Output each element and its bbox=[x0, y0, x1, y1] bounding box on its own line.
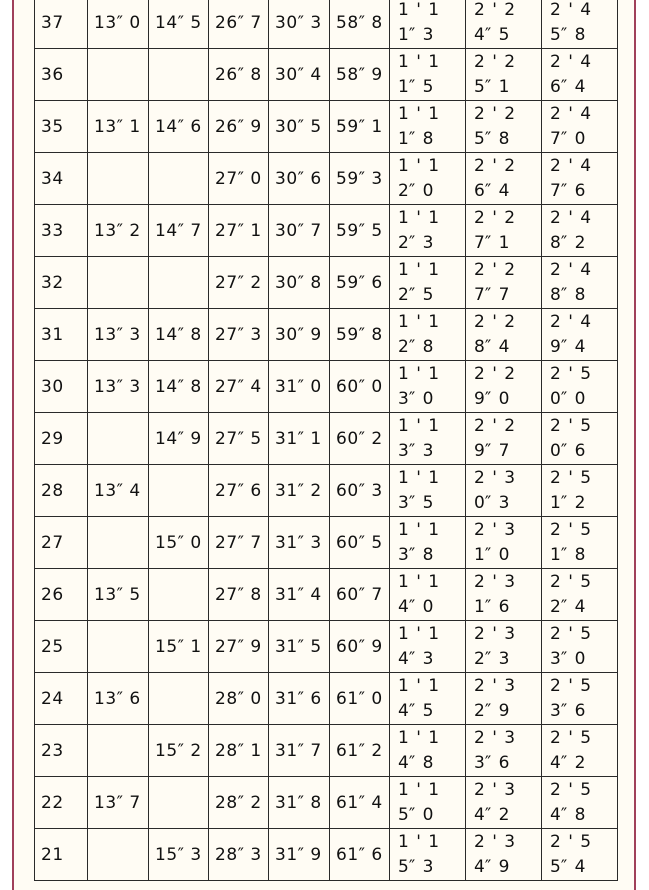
col-h-cell bbox=[542, 361, 618, 413]
col-h-cell bbox=[542, 413, 618, 465]
cell-line-bottom: 4″ 3 bbox=[398, 648, 434, 669]
cell-line-top: 2 ' 2 bbox=[474, 207, 516, 228]
row-number-cell: 25 bbox=[35, 621, 88, 673]
col-a-cell: 13″ 0 bbox=[88, 0, 149, 49]
col-a-cell bbox=[88, 413, 149, 465]
col-c-cell: 28″ 1 bbox=[209, 725, 269, 777]
cell-line-top: 2 ' 4 bbox=[550, 103, 592, 124]
cell-line-bottom: 4″ 2 bbox=[550, 752, 586, 773]
cell-line-bottom: 2″ 0 bbox=[398, 180, 434, 201]
col-d-cell: 30″ 8 bbox=[269, 257, 330, 309]
col-h-cell bbox=[542, 153, 618, 205]
col-h-cell bbox=[542, 777, 618, 829]
cell-line-bottom: 4″ 5 bbox=[474, 24, 510, 45]
col-c-cell: 27″ 6 bbox=[209, 465, 269, 517]
cell-line-top: 2 ' 2 bbox=[474, 0, 516, 20]
col-g-cell bbox=[466, 465, 542, 517]
col-a-cell bbox=[88, 257, 149, 309]
col-h-cell bbox=[542, 621, 618, 673]
cell-line-bottom: 0″ 0 bbox=[550, 388, 586, 409]
col-f-cell bbox=[390, 465, 466, 517]
col-b-cell: 14″ 7 bbox=[149, 205, 209, 257]
cell-line-top: 1 ' 1 bbox=[398, 623, 440, 644]
col-e-cell: 61″ 4 bbox=[330, 777, 390, 829]
col-g-cell bbox=[466, 0, 542, 49]
col-a-cell: 13″ 2 bbox=[88, 205, 149, 257]
cell-line-bottom: 5″ 8 bbox=[550, 24, 586, 45]
col-h-cell bbox=[542, 725, 618, 777]
col-f-cell bbox=[390, 413, 466, 465]
cell-line-top: 2 ' 2 bbox=[474, 363, 516, 384]
col-e-cell: 60″ 7 bbox=[330, 569, 390, 621]
col-c-cell: 28″ 2 bbox=[209, 777, 269, 829]
col-e-cell: 59″ 6 bbox=[330, 257, 390, 309]
col-h-cell bbox=[542, 205, 618, 257]
cell-line-top: 2 ' 5 bbox=[550, 571, 592, 592]
col-e-cell: 59″ 3 bbox=[330, 153, 390, 205]
cell-line-top: 2 ' 3 bbox=[474, 727, 516, 748]
col-f-cell bbox=[390, 777, 466, 829]
col-f-cell bbox=[390, 829, 466, 881]
col-e-cell: 61″ 6 bbox=[330, 829, 390, 881]
col-d-cell: 30″ 7 bbox=[269, 205, 330, 257]
col-b-cell: 14″ 6 bbox=[149, 101, 209, 153]
col-h-cell bbox=[542, 569, 618, 621]
col-g-cell bbox=[466, 621, 542, 673]
cell-line-top: 2 ' 3 bbox=[474, 675, 516, 696]
cell-line-bottom: 3″ 3 bbox=[398, 440, 434, 461]
col-c-cell: 26″ 8 bbox=[209, 49, 269, 101]
col-f-cell bbox=[390, 0, 466, 49]
col-h-cell bbox=[542, 309, 618, 361]
col-b-cell: 15″ 2 bbox=[149, 725, 209, 777]
col-h-cell bbox=[542, 517, 618, 569]
col-a-cell bbox=[88, 621, 149, 673]
row-number-cell: 37 bbox=[35, 0, 88, 49]
cell-line-bottom: 4″ 5 bbox=[398, 700, 434, 721]
cell-line-bottom: 3″ 0 bbox=[550, 648, 586, 669]
cell-line-bottom: 2″ 4 bbox=[550, 596, 586, 617]
row-number-cell: 28 bbox=[35, 465, 88, 517]
col-g-cell bbox=[466, 413, 542, 465]
col-f-cell bbox=[390, 361, 466, 413]
col-f-cell bbox=[390, 309, 466, 361]
table-row bbox=[35, 517, 618, 569]
cell-line-bottom: 2″ 9 bbox=[474, 700, 510, 721]
col-e-cell: 60″ 9 bbox=[330, 621, 390, 673]
cell-line-bottom: 2″ 3 bbox=[398, 232, 434, 253]
col-c-cell: 26″ 7 bbox=[209, 0, 269, 49]
row-number-cell: 31 bbox=[35, 309, 88, 361]
row-number-cell: 22 bbox=[35, 777, 88, 829]
col-c-cell: 27″ 0 bbox=[209, 153, 269, 205]
cell-line-bottom: 6″ 4 bbox=[474, 180, 510, 201]
col-f-cell bbox=[390, 153, 466, 205]
cell-line-top: 2 ' 3 bbox=[474, 831, 516, 852]
cell-line-top: 2 ' 2 bbox=[474, 259, 516, 280]
col-d-cell: 31″ 2 bbox=[269, 465, 330, 517]
row-number-cell: 24 bbox=[35, 673, 88, 725]
table-row bbox=[35, 361, 618, 413]
cell-line-top: 2 ' 2 bbox=[474, 415, 516, 436]
cell-line-top: 2 ' 5 bbox=[550, 623, 592, 644]
data-table bbox=[34, 0, 618, 881]
col-b-cell: 14″ 8 bbox=[149, 361, 209, 413]
col-e-cell: 58″ 9 bbox=[330, 49, 390, 101]
cell-line-bottom: 1″ 6 bbox=[474, 596, 510, 617]
table-row bbox=[35, 829, 618, 881]
cell-line-bottom: 9″ 7 bbox=[474, 440, 510, 461]
col-h-cell bbox=[542, 673, 618, 725]
col-d-cell: 30″ 5 bbox=[269, 101, 330, 153]
col-b-cell bbox=[149, 153, 209, 205]
document-page bbox=[12, 0, 636, 890]
cell-line-top: 1 ' 1 bbox=[398, 207, 440, 228]
cell-line-bottom: 3″ 0 bbox=[398, 388, 434, 409]
cell-line-bottom: 2″ 8 bbox=[398, 336, 434, 357]
col-a-cell bbox=[88, 829, 149, 881]
cell-line-bottom: 9″ 4 bbox=[550, 336, 586, 357]
col-f-cell bbox=[390, 257, 466, 309]
cell-line-top: 2 ' 5 bbox=[550, 727, 592, 748]
col-e-cell: 59″ 8 bbox=[330, 309, 390, 361]
col-d-cell: 31″ 3 bbox=[269, 517, 330, 569]
cell-line-top: 1 ' 1 bbox=[398, 311, 440, 332]
col-d-cell: 31″ 8 bbox=[269, 777, 330, 829]
table-row bbox=[35, 465, 618, 517]
cell-line-top: 2 ' 4 bbox=[550, 51, 592, 72]
row-number-cell: 26 bbox=[35, 569, 88, 621]
col-a-cell bbox=[88, 49, 149, 101]
cell-line-top: 2 ' 3 bbox=[474, 779, 516, 800]
cell-line-bottom: 6″ 4 bbox=[550, 76, 586, 97]
cell-line-bottom: 1″ 2 bbox=[550, 492, 586, 513]
col-h-cell bbox=[542, 465, 618, 517]
table-row bbox=[35, 673, 618, 725]
table-row bbox=[35, 257, 618, 309]
col-f-cell bbox=[390, 569, 466, 621]
cell-line-top: 2 ' 3 bbox=[474, 519, 516, 540]
cell-line-bottom: 1″ 8 bbox=[550, 544, 586, 565]
table-row bbox=[35, 205, 618, 257]
row-number-cell: 33 bbox=[35, 205, 88, 257]
cell-line-top: 2 ' 4 bbox=[550, 311, 592, 332]
col-g-cell bbox=[466, 153, 542, 205]
table-row bbox=[35, 725, 618, 777]
cell-line-bottom: 2″ 3 bbox=[474, 648, 510, 669]
table-row bbox=[35, 621, 618, 673]
col-h-cell bbox=[542, 49, 618, 101]
cell-line-top: 1 ' 1 bbox=[398, 415, 440, 436]
col-c-cell: 27″ 3 bbox=[209, 309, 269, 361]
cell-line-bottom: 2″ 5 bbox=[398, 284, 434, 305]
col-a-cell: 13″ 4 bbox=[88, 465, 149, 517]
cell-line-top: 2 ' 2 bbox=[474, 311, 516, 332]
cell-line-top: 2 ' 2 bbox=[474, 51, 516, 72]
col-c-cell: 27″ 2 bbox=[209, 257, 269, 309]
col-d-cell: 31″ 5 bbox=[269, 621, 330, 673]
cell-line-bottom: 0″ 3 bbox=[474, 492, 510, 513]
cell-line-top: 2 ' 5 bbox=[550, 363, 592, 384]
col-h-cell bbox=[542, 0, 618, 49]
col-b-cell: 15″ 3 bbox=[149, 829, 209, 881]
col-h-cell bbox=[542, 101, 618, 153]
col-e-cell: 61″ 2 bbox=[330, 725, 390, 777]
cell-line-bottom: 8″ 4 bbox=[474, 336, 510, 357]
col-b-cell: 15″ 1 bbox=[149, 621, 209, 673]
col-e-cell: 60″ 0 bbox=[330, 361, 390, 413]
col-g-cell bbox=[466, 309, 542, 361]
table-row bbox=[35, 569, 618, 621]
cell-line-top: 2 ' 3 bbox=[474, 623, 516, 644]
cell-line-bottom: 8″ 8 bbox=[550, 284, 586, 305]
cell-line-bottom: 4″ 9 bbox=[474, 856, 510, 877]
table-row bbox=[35, 309, 618, 361]
table-body bbox=[35, 0, 618, 881]
col-g-cell bbox=[466, 777, 542, 829]
row-number-cell: 35 bbox=[35, 101, 88, 153]
col-d-cell: 31″ 1 bbox=[269, 413, 330, 465]
cell-line-bottom: 3″ 8 bbox=[398, 544, 434, 565]
col-d-cell: 30″ 4 bbox=[269, 49, 330, 101]
cell-line-bottom: 7″ 7 bbox=[474, 284, 510, 305]
col-f-cell bbox=[390, 101, 466, 153]
col-a-cell: 13″ 3 bbox=[88, 309, 149, 361]
col-e-cell: 58″ 8 bbox=[330, 0, 390, 49]
cell-line-top: 1 ' 1 bbox=[398, 259, 440, 280]
cell-line-bottom: 7″ 1 bbox=[474, 232, 510, 253]
col-g-cell bbox=[466, 101, 542, 153]
col-f-cell bbox=[390, 673, 466, 725]
cell-line-top: 1 ' 1 bbox=[398, 519, 440, 540]
cell-line-top: 1 ' 1 bbox=[398, 0, 440, 20]
cell-line-bottom: 1″ 8 bbox=[398, 128, 434, 149]
col-b-cell bbox=[149, 465, 209, 517]
col-b-cell: 14″ 5 bbox=[149, 0, 209, 49]
col-e-cell: 59″ 5 bbox=[330, 205, 390, 257]
col-b-cell: 14″ 9 bbox=[149, 413, 209, 465]
cell-line-top: 2 ' 5 bbox=[550, 675, 592, 696]
col-f-cell bbox=[390, 621, 466, 673]
cell-line-bottom: 1″ 3 bbox=[398, 24, 434, 45]
table-row bbox=[35, 153, 618, 205]
cell-line-bottom: 1″ 0 bbox=[474, 544, 510, 565]
col-e-cell: 61″ 0 bbox=[330, 673, 390, 725]
cell-line-top: 2 ' 4 bbox=[550, 207, 592, 228]
row-number-cell: 32 bbox=[35, 257, 88, 309]
col-c-cell: 28″ 3 bbox=[209, 829, 269, 881]
col-d-cell: 30″ 3 bbox=[269, 0, 330, 49]
col-d-cell: 31″ 6 bbox=[269, 673, 330, 725]
cell-line-top: 2 ' 5 bbox=[550, 831, 592, 852]
row-number-cell: 27 bbox=[35, 517, 88, 569]
cell-line-top: 2 ' 4 bbox=[550, 155, 592, 176]
col-b-cell bbox=[149, 777, 209, 829]
col-g-cell bbox=[466, 517, 542, 569]
col-c-cell: 27″ 9 bbox=[209, 621, 269, 673]
cell-line-top: 1 ' 1 bbox=[398, 831, 440, 852]
cell-line-bottom: 5″ 4 bbox=[550, 856, 586, 877]
cell-line-top: 1 ' 1 bbox=[398, 571, 440, 592]
cell-line-bottom: 1″ 5 bbox=[398, 76, 434, 97]
col-d-cell: 31″ 7 bbox=[269, 725, 330, 777]
col-a-cell: 13″ 5 bbox=[88, 569, 149, 621]
col-h-cell bbox=[542, 829, 618, 881]
col-g-cell bbox=[466, 257, 542, 309]
cell-line-top: 1 ' 1 bbox=[398, 727, 440, 748]
col-e-cell: 60″ 5 bbox=[330, 517, 390, 569]
cell-line-bottom: 8″ 2 bbox=[550, 232, 586, 253]
col-c-cell: 26″ 9 bbox=[209, 101, 269, 153]
col-b-cell bbox=[149, 673, 209, 725]
row-number-cell: 23 bbox=[35, 725, 88, 777]
col-f-cell bbox=[390, 205, 466, 257]
cell-line-top: 1 ' 1 bbox=[398, 363, 440, 384]
col-g-cell bbox=[466, 673, 542, 725]
cell-line-bottom: 7″ 6 bbox=[550, 180, 586, 201]
cell-line-top: 1 ' 1 bbox=[398, 675, 440, 696]
cell-line-bottom: 4″ 2 bbox=[474, 804, 510, 825]
col-d-cell: 31″ 9 bbox=[269, 829, 330, 881]
cell-line-bottom: 0″ 6 bbox=[550, 440, 586, 461]
cell-line-top: 1 ' 1 bbox=[398, 155, 440, 176]
cell-line-top: 2 ' 4 bbox=[550, 0, 592, 20]
cell-line-top: 2 ' 2 bbox=[474, 103, 516, 124]
col-a-cell bbox=[88, 153, 149, 205]
cell-line-bottom: 3″ 5 bbox=[398, 492, 434, 513]
cell-line-top: 2 ' 2 bbox=[474, 155, 516, 176]
cell-line-top: 2 ' 4 bbox=[550, 259, 592, 280]
cell-line-bottom: 5″ 1 bbox=[474, 76, 510, 97]
table-row bbox=[35, 0, 618, 49]
col-f-cell bbox=[390, 517, 466, 569]
col-a-cell: 13″ 1 bbox=[88, 101, 149, 153]
col-f-cell bbox=[390, 725, 466, 777]
cell-line-bottom: 4″ 8 bbox=[550, 804, 586, 825]
col-g-cell bbox=[466, 205, 542, 257]
col-a-cell: 13″ 3 bbox=[88, 361, 149, 413]
cell-line-bottom: 7″ 0 bbox=[550, 128, 586, 149]
table-row bbox=[35, 101, 618, 153]
cell-line-bottom: 3″ 6 bbox=[550, 700, 586, 721]
row-number-cell: 36 bbox=[35, 49, 88, 101]
cell-line-top: 2 ' 5 bbox=[550, 467, 592, 488]
cell-line-bottom: 5″ 0 bbox=[398, 804, 434, 825]
cell-line-top: 2 ' 5 bbox=[550, 415, 592, 436]
col-b-cell bbox=[149, 49, 209, 101]
cell-line-bottom: 5″ 3 bbox=[398, 856, 434, 877]
col-b-cell bbox=[149, 569, 209, 621]
cell-line-top: 2 ' 3 bbox=[474, 571, 516, 592]
col-f-cell bbox=[390, 49, 466, 101]
table-row bbox=[35, 777, 618, 829]
cell-line-top: 2 ' 5 bbox=[550, 519, 592, 540]
cell-line-bottom: 9″ 0 bbox=[474, 388, 510, 409]
col-a-cell: 13″ 7 bbox=[88, 777, 149, 829]
col-c-cell: 27″ 1 bbox=[209, 205, 269, 257]
col-d-cell: 31″ 4 bbox=[269, 569, 330, 621]
row-number-cell: 21 bbox=[35, 829, 88, 881]
col-b-cell: 14″ 8 bbox=[149, 309, 209, 361]
cell-line-top: 2 ' 3 bbox=[474, 467, 516, 488]
col-b-cell bbox=[149, 257, 209, 309]
cell-line-bottom: 4″ 8 bbox=[398, 752, 434, 773]
col-e-cell: 60″ 3 bbox=[330, 465, 390, 517]
col-a-cell bbox=[88, 725, 149, 777]
col-h-cell bbox=[542, 257, 618, 309]
table-row bbox=[35, 413, 618, 465]
col-e-cell: 59″ 1 bbox=[330, 101, 390, 153]
col-g-cell bbox=[466, 569, 542, 621]
cell-line-bottom: 4″ 0 bbox=[398, 596, 434, 617]
cell-line-top: 1 ' 1 bbox=[398, 51, 440, 72]
col-d-cell: 30″ 9 bbox=[269, 309, 330, 361]
col-g-cell bbox=[466, 361, 542, 413]
cell-line-top: 1 ' 1 bbox=[398, 103, 440, 124]
col-g-cell bbox=[466, 829, 542, 881]
col-b-cell: 15″ 0 bbox=[149, 517, 209, 569]
col-c-cell: 27″ 8 bbox=[209, 569, 269, 621]
col-c-cell: 27″ 5 bbox=[209, 413, 269, 465]
cell-line-top: 2 ' 5 bbox=[550, 779, 592, 800]
row-number-cell: 30 bbox=[35, 361, 88, 413]
cell-line-bottom: 3″ 6 bbox=[474, 752, 510, 773]
col-c-cell: 28″ 0 bbox=[209, 673, 269, 725]
cell-line-bottom: 5″ 8 bbox=[474, 128, 510, 149]
col-a-cell: 13″ 6 bbox=[88, 673, 149, 725]
row-number-cell: 34 bbox=[35, 153, 88, 205]
col-c-cell: 27″ 4 bbox=[209, 361, 269, 413]
cell-line-top: 1 ' 1 bbox=[398, 467, 440, 488]
col-e-cell: 60″ 2 bbox=[330, 413, 390, 465]
col-c-cell: 27″ 7 bbox=[209, 517, 269, 569]
col-a-cell bbox=[88, 517, 149, 569]
col-d-cell: 31″ 0 bbox=[269, 361, 330, 413]
cell-line-top: 1 ' 1 bbox=[398, 779, 440, 800]
table-row bbox=[35, 49, 618, 101]
col-d-cell: 30″ 6 bbox=[269, 153, 330, 205]
col-g-cell bbox=[466, 725, 542, 777]
col-g-cell bbox=[466, 49, 542, 101]
row-number-cell: 29 bbox=[35, 413, 88, 465]
